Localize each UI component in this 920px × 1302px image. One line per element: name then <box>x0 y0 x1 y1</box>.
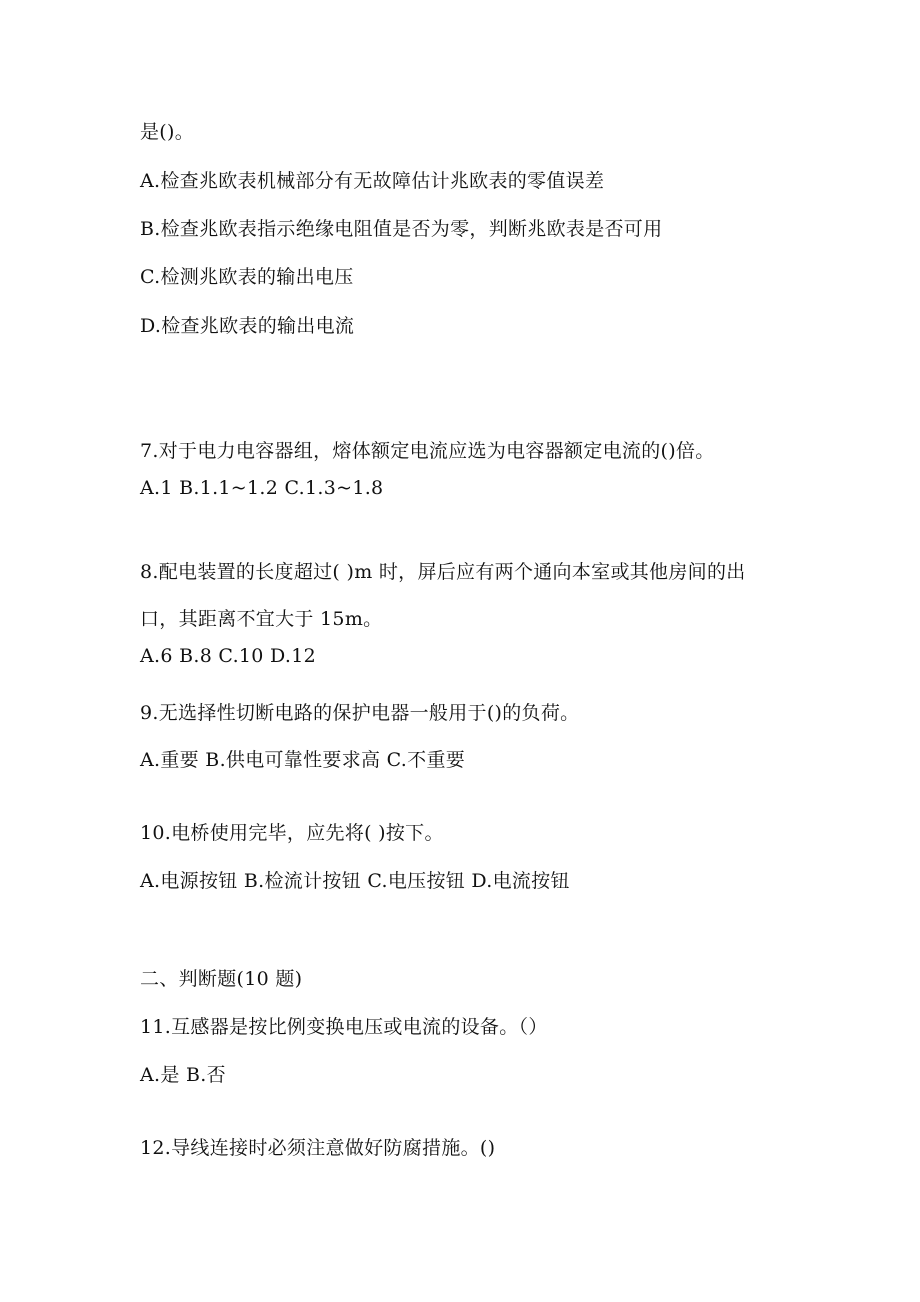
q6-stem-continuation: 是()。 <box>140 121 195 143</box>
q8-stem-line2: 口，其距离不宜大于 15m。 <box>140 608 383 630</box>
q12-stem: 12.导线连接时必须注意做好防腐措施。() <box>140 1137 496 1159</box>
q9-stem: 9.无选择性切断电路的保护电器一般用于()的负荷。 <box>140 702 580 724</box>
q6-option-d: D.检查兆欧表的输出电流 <box>140 315 355 337</box>
q8-options: A.6 B.8 C.10 D.12 <box>140 645 317 667</box>
q6-option-a: A.检查兆欧表机械部分有无故障估计兆欧表的零值误差 <box>140 170 605 192</box>
q6-option-b: B.检查兆欧表指示绝缘电阻值是否为零，判断兆欧表是否可用 <box>140 218 663 240</box>
q10-stem: 10.电桥使用完毕，应先将( )按下。 <box>140 822 444 844</box>
q11-options: A.是 B.否 <box>140 1064 226 1086</box>
q7-stem: 7.对于电力电容器组，熔体额定电流应选为电容器额定电流的()倍。 <box>140 440 715 462</box>
q9-options: A.重要 B.供电可靠性要求高 C.不重要 <box>140 749 466 771</box>
q10-options: A.电源按钮 B.检流计按钮 C.电压按钮 D.电流按钮 <box>140 870 570 892</box>
q8-stem-line1: 8.配电装置的长度超过( )m 时，屏后应有两个通向本室或其他房间的出 <box>140 561 746 583</box>
q7-options: A.1 B.1.1~1.2 C.1.3~1.8 <box>140 477 384 499</box>
q6-option-c: C.检测兆欧表的输出电压 <box>140 266 354 288</box>
q11-stem: 11.互感器是按比例变换电压或电流的设备。（） <box>140 1016 548 1038</box>
section-heading: 二、判断题(10 题) <box>140 968 303 990</box>
